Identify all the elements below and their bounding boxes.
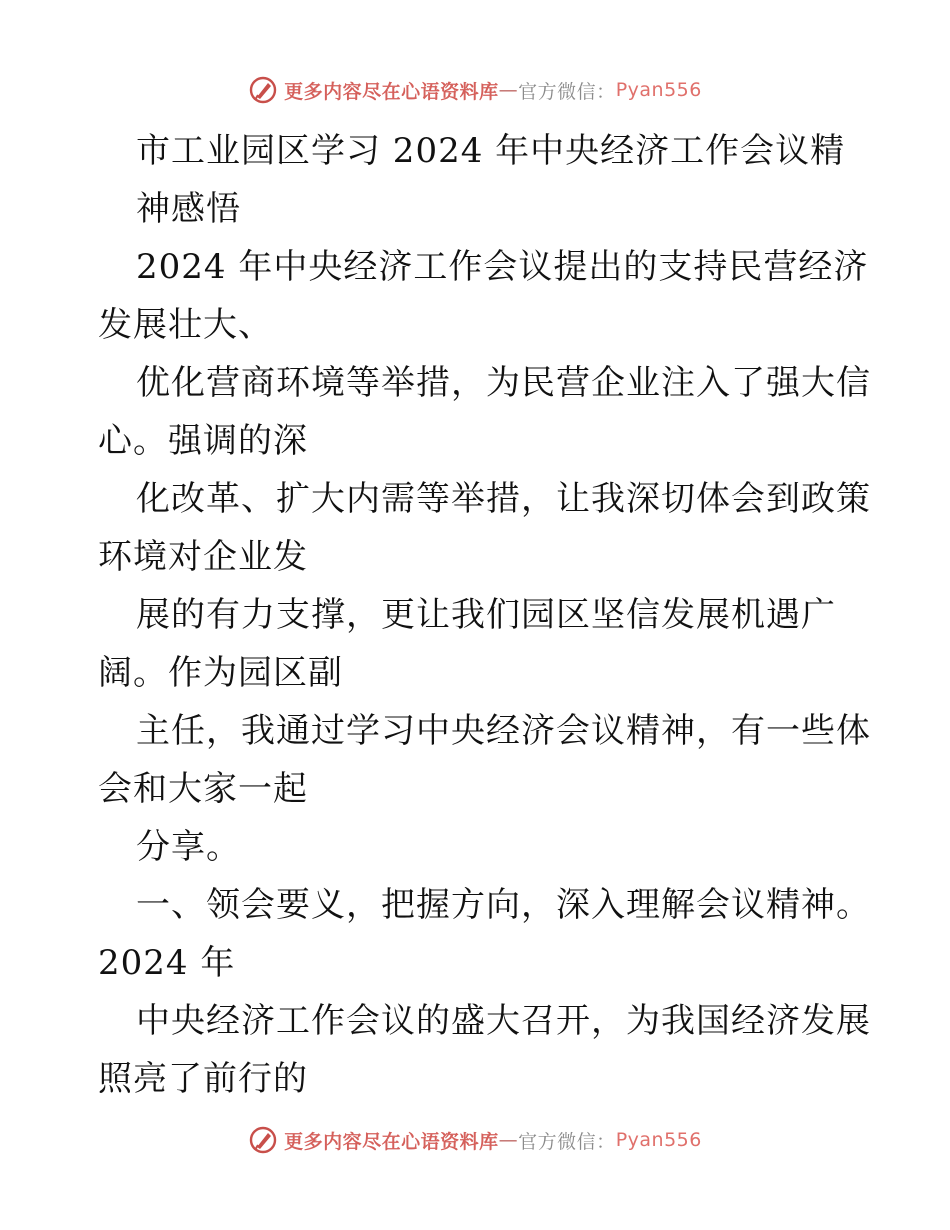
quill-pen-logo-icon <box>248 75 278 105</box>
footer-watermark-banner <box>0 1120 950 1160</box>
banner-wechat-id: Pyan556 <box>615 79 702 101</box>
doc-line: 化改革、扩大内需等举措，让我深切体会到政策 <box>136 479 871 519</box>
header-watermark-banner <box>0 70 950 110</box>
doc-line: 心。强调的深 <box>98 421 308 461</box>
doc-line: 优化营商环境等举措，为民营企业注入了强大信 <box>136 363 871 403</box>
doc-line: 发展壮大、 <box>98 305 273 345</box>
document-body <box>98 122 871 1108</box>
banner-main-text: 更多内容尽在心语资料库 <box>284 80 499 103</box>
doc-line: 展的有力支撑，更让我们园区坚信发展机遇广 <box>136 595 836 635</box>
banner-wechat-label: 官方微信： <box>518 80 616 103</box>
doc-line: 环境对企业发 <box>98 537 308 577</box>
doc-line: 2024 年 <box>98 943 236 983</box>
doc-line: 阔。作为园区副 <box>98 653 343 693</box>
doc-line: 2024 年中央经济工作会议提出的支持民营经济 <box>136 247 869 287</box>
doc-line: 主任，我通过学习中央经济会议精神，有一些体 <box>136 711 871 751</box>
doc-line: 神感悟 <box>136 189 241 229</box>
banner-dash: — <box>498 1129 519 1151</box>
doc-line: 中央经济工作会议的盛大召开，为我国经济发展 <box>136 1001 871 1041</box>
doc-line: 一、领会要义，把握方向，深入理解会议精神。 <box>136 885 871 925</box>
doc-line: 市工业园区学习 2024 年中央经济工作会议精 <box>136 131 846 171</box>
banner-wechat-label: 官方微信： <box>518 1130 616 1153</box>
banner-dash: — <box>498 79 519 101</box>
doc-line: 会和大家一起 <box>98 769 308 809</box>
quill-pen-logo-icon <box>248 1125 278 1155</box>
doc-line: 照亮了前行的 <box>98 1059 308 1099</box>
doc-line: 分享。 <box>136 827 241 867</box>
banner-main-text: 更多内容尽在心语资料库 <box>284 1130 499 1153</box>
banner-wechat-id: Pyan556 <box>615 1129 702 1151</box>
